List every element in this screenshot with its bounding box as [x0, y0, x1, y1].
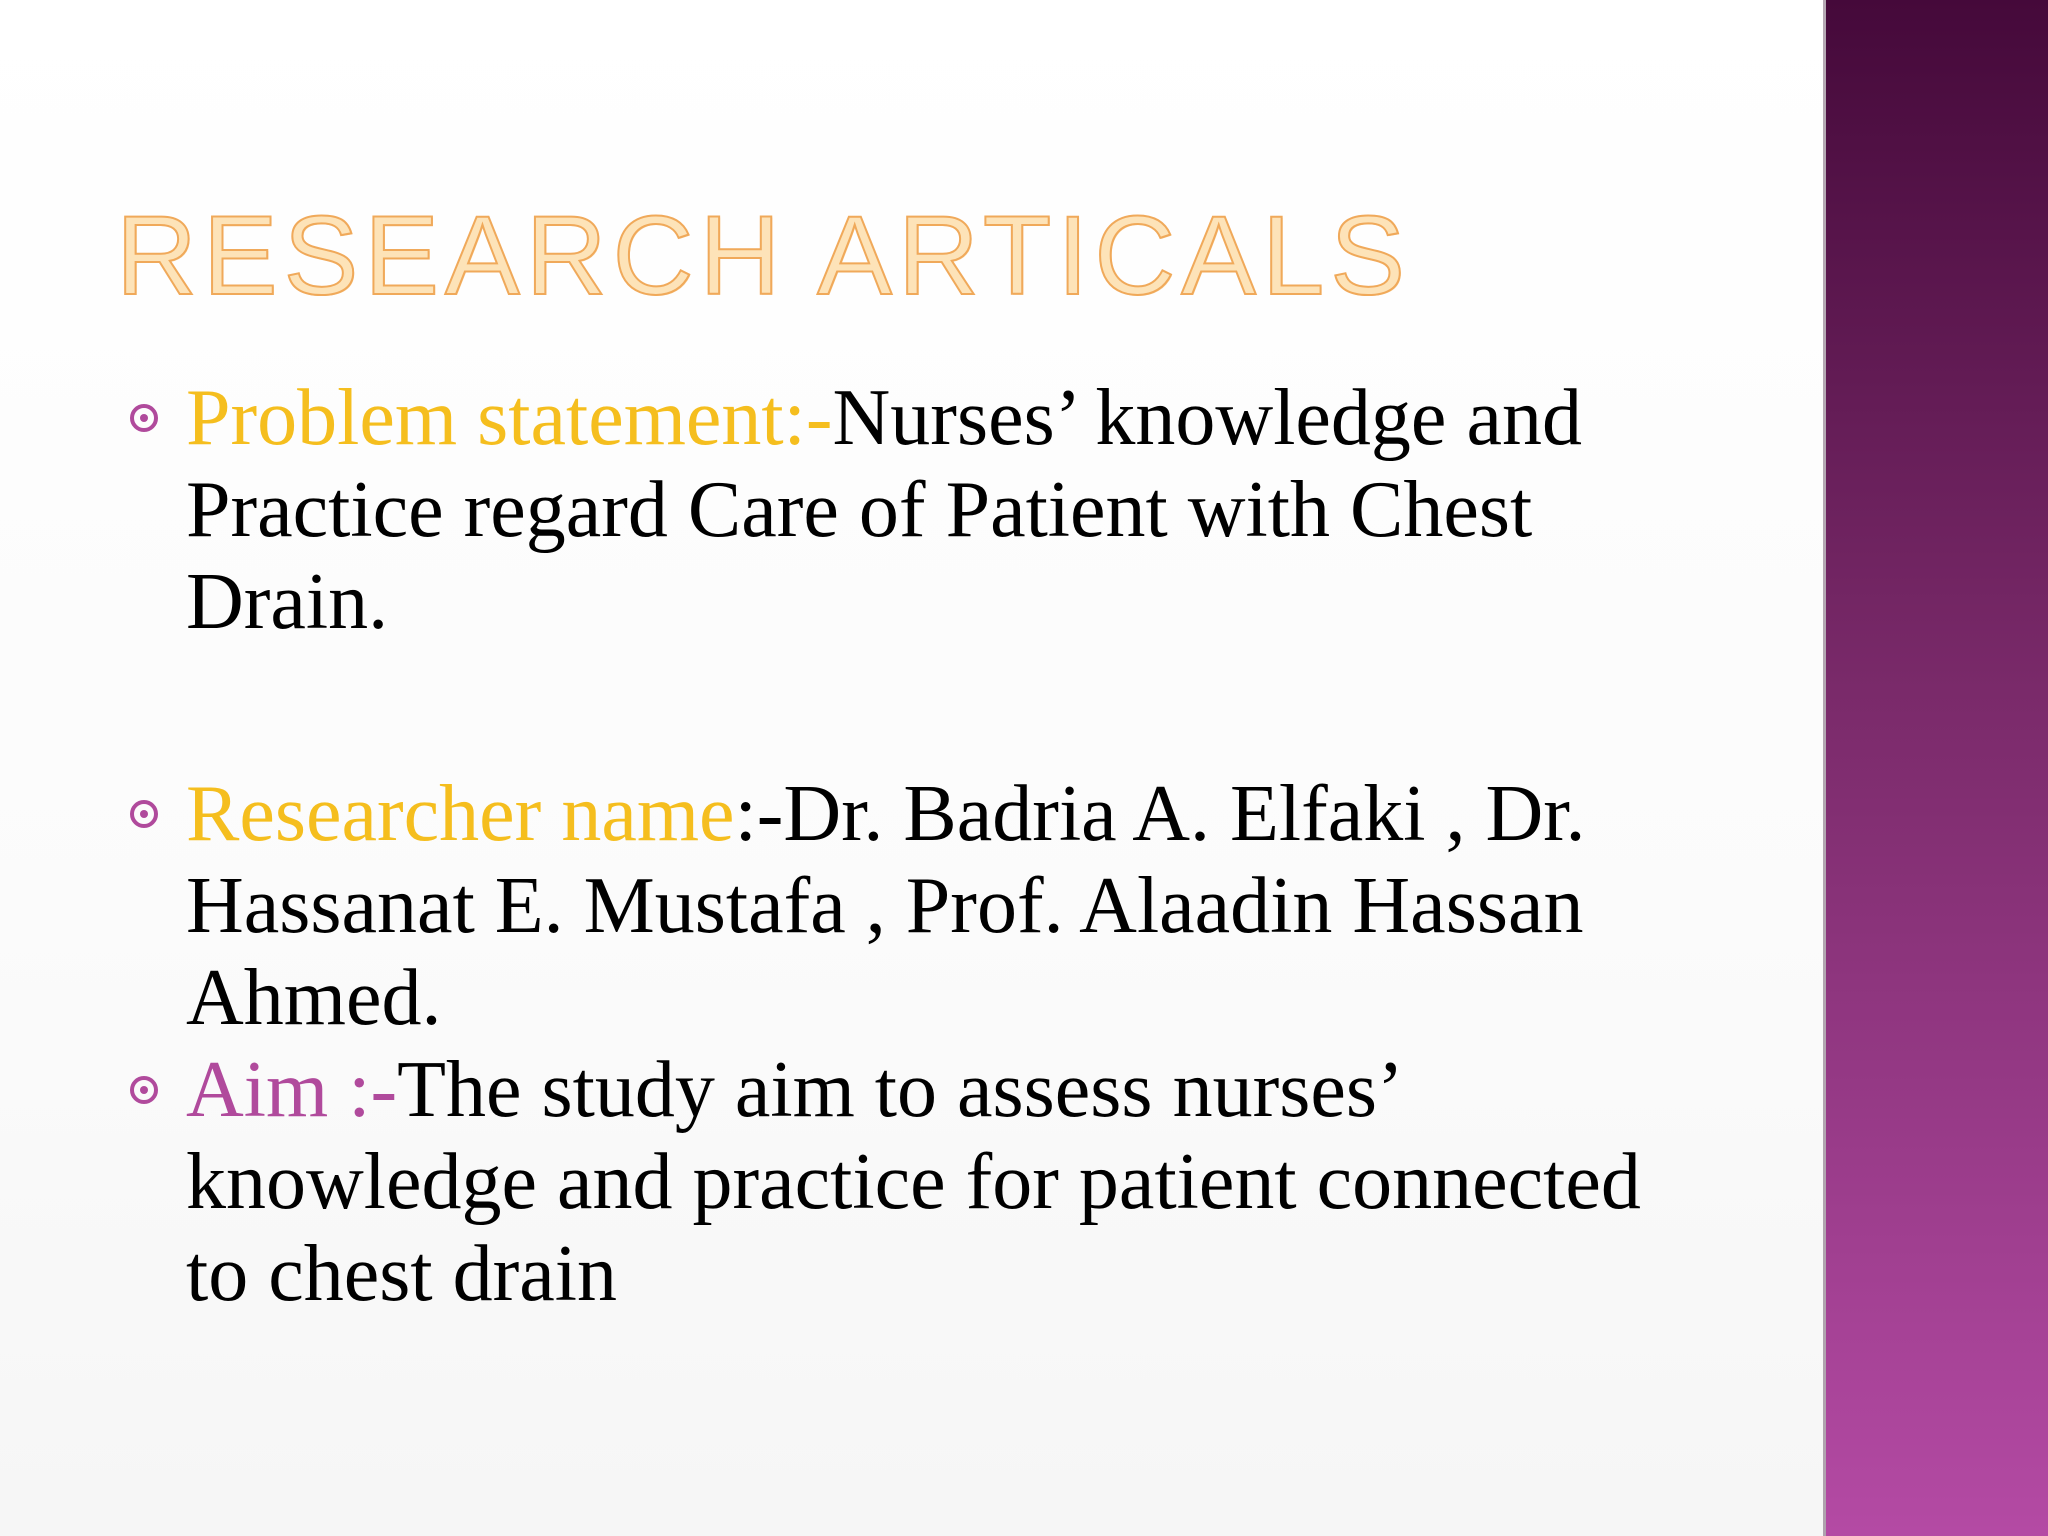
slide-title: RESEARCH ARTICALS: [116, 193, 1411, 318]
problem-statement-label: Problem statement:-: [186, 374, 833, 462]
problem-statement-text: Nurses’ knowledge and Practice regard Care of Patient with Chest Drain.: [186, 374, 1582, 646]
circled-dot-bullet-icon: [130, 800, 158, 828]
aim-label: Aim :-: [186, 1046, 398, 1134]
bullet-item-problem-statement: [130, 372, 1690, 648]
bullet-item-aim: [130, 1044, 1690, 1320]
researcher-name-text: :-Dr. Badria A. Elfaki , Dr. Hassanat E. Mustafa , Prof. Alaadin Hassan Ahmed.: [186, 770, 1586, 1042]
bullet-list: [130, 372, 1690, 1320]
researcher-name-label: Researcher name: [186, 770, 735, 858]
circled-dot-bullet-icon: [130, 404, 158, 432]
bullet-item-researcher-name: [130, 768, 1690, 1044]
aim-text: The study aim to assess nurses’ knowledge and practice for patient connected to chest drain: [186, 1046, 1641, 1318]
side-gradient-band: [1826, 0, 2048, 1536]
circled-dot-bullet-icon: [130, 1076, 158, 1104]
